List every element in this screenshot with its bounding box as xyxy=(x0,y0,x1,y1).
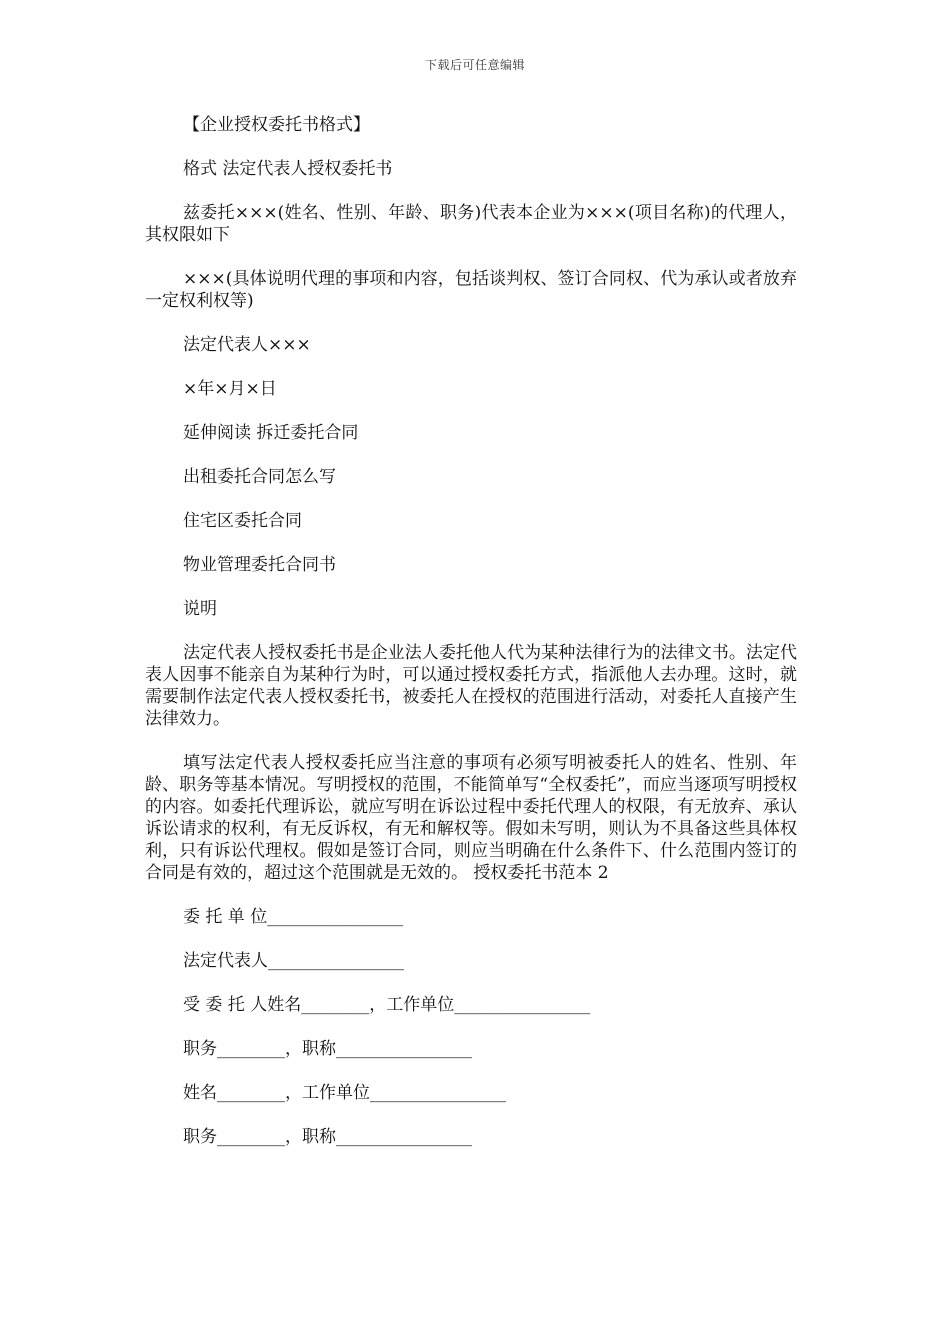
legal-representative-signature: 法定代表人××× xyxy=(183,335,311,355)
form-line-trustee-name-workplace: 受 委 托 人姓名________，工作单位________________ xyxy=(183,995,591,1015)
format-line: 格式 法定代表人授权委托书 xyxy=(183,159,393,179)
related-reading-1: 延伸阅读 拆迁委托合同 xyxy=(183,423,359,443)
document-title: 【企业授权委托书格式】 xyxy=(183,115,370,135)
document-body xyxy=(145,114,797,1170)
scope-paragraph: ×××(具体说明代理的事项和内容，包括谈判权、签订合同权、代为承认或者放弃一定权利权等) xyxy=(145,269,797,311)
form-line-name-workplace: 姓名________，工作单位________________ xyxy=(183,1083,506,1103)
form-line-legal-representative: 法定代表人________________ xyxy=(183,951,404,971)
date-line: ×年×月×日 xyxy=(183,379,277,399)
related-reading-2: 出租委托合同怎么写 xyxy=(183,467,336,487)
delegation-paragraph: 兹委托×××(姓名、性别、年龄、职务)代表本企业为×××(项目名称)的代理人，其权限如下 xyxy=(145,203,797,245)
explanation-paragraph-2: 填写法定代表人授权委托应当注意的事项有必须写明被委托人的姓名、性别、年龄、职务等基本情况。写明授权的范围，不能简单写“全权委托”，而应当逐项写明授权的内容。如委托代理诉讼，就应写明在诉讼过程中委托代理人的权限，有无放弃、承认诉讼请求的权利，有无反诉权，有无和解权等。假如未写明，则认为不具备这些具体权利，只有诉讼代理权。假如是签订合同，则应当明确在什么条件下、什么范围内签订的合同是有效的，超过这个范围就是无效的。 授权委托书范本 2 xyxy=(145,753,797,883)
form-line-entrusting-unit: 委 托 单 位________________ xyxy=(183,907,404,927)
page-header-note: 下载后可任意编辑 xyxy=(424,58,525,72)
explanation-paragraph-1: 法定代表人授权委托书是企业法人委托他人代为某种法律行为的法律文书。法定代表人因事不能亲自为某种行为时，可以通过授权委托方式，指派他人去办理。这时，就需要制作法定代表人授权委托书，被委托人在授权的范围进行活动，对委托人直接产生法律效力。 xyxy=(145,643,797,729)
related-reading-3: 住宅区委托合同 xyxy=(183,511,302,531)
form-line-position-title-2: 职务________，职称________________ xyxy=(183,1127,472,1147)
form-line-position-title-1: 职务________，职称________________ xyxy=(183,1039,472,1059)
related-reading-4: 物业管理委托合同书 xyxy=(183,555,336,575)
explanation-heading: 说明 xyxy=(183,599,217,619)
